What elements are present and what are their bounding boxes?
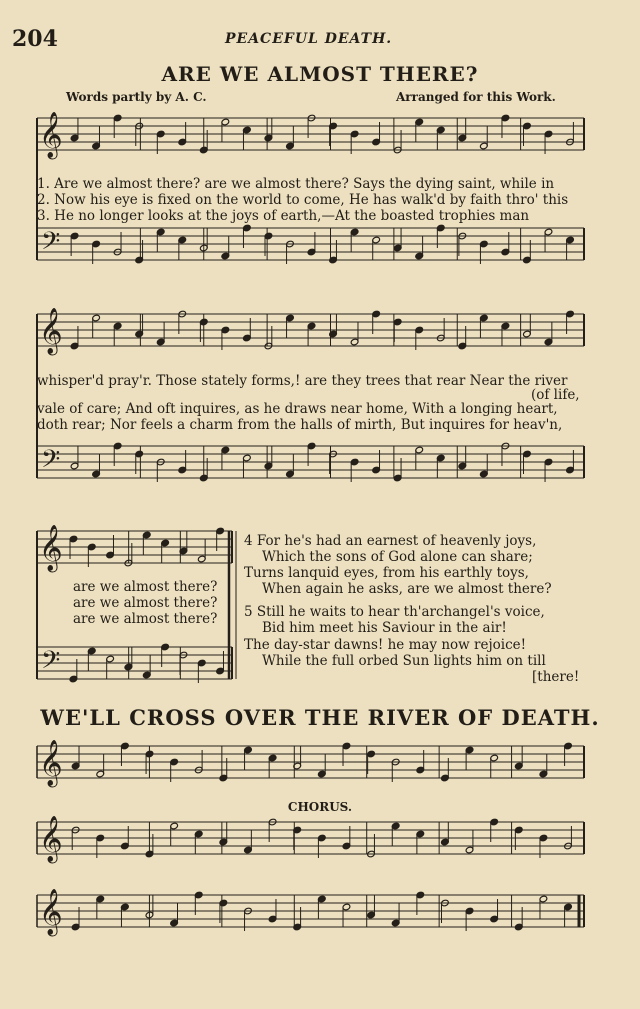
- hymn-title: ARE WE ALMOST THERE?: [161, 62, 479, 86]
- verse-line: Turns lanquid eyes, from his earthly toys,: [244, 565, 529, 581]
- words-credit: Words partly by A. C.: [66, 90, 207, 104]
- verse-line: Bid him meet his Saviour in the air!: [262, 620, 507, 636]
- treble-clef-icon: 𝄞: [39, 889, 63, 935]
- arrangement-credit: Arranged for this Work.: [396, 90, 556, 104]
- lyric-line: 2. Now his eye is fixed on the world to come, He has walk'd by faith thro' this: [37, 192, 569, 208]
- treble-clef-icon: 𝄞: [39, 308, 63, 354]
- treble-clef-icon: 𝄞: [39, 816, 63, 862]
- verse-line: 5 Still he waits to hear th'archangel's voice,: [244, 604, 545, 620]
- bass-clef-icon: 𝄢: [41, 646, 61, 681]
- hymn-title: WE'LL CROSS OVER THE RIVER OF DEATH.: [40, 705, 600, 730]
- page-number: 204: [12, 26, 58, 52]
- verse-line: The day-star dawns! he may now rejoice!: [244, 637, 527, 653]
- verse-line: 4 For he's had an earnest of heavenly joys,: [244, 533, 537, 549]
- lyric-line: are we almost there?: [73, 579, 218, 595]
- verse-line: When again he asks, are we almost there?: [262, 581, 552, 597]
- bass-clef-icon: 𝄢: [41, 445, 61, 480]
- lyric-line: doth rear; Nor feels a charm from the halls of mirth, But inquires for heav'n,: [37, 417, 563, 433]
- treble-clef-icon: 𝄞: [39, 525, 63, 571]
- treble-clef-icon: 𝄞: [39, 112, 63, 158]
- bass-clef-icon: 𝄢: [41, 227, 61, 262]
- lyric-line: 1. Are we almost there? are we almost there? Says the dying saint, while in: [37, 176, 555, 192]
- running-head: PEACEFUL DEATH.: [225, 31, 393, 47]
- verse-line: [there!: [532, 669, 580, 685]
- lyric-line: are we almost there?: [73, 611, 218, 627]
- verse-line: While the full orbed Sun lights him on till: [262, 653, 546, 669]
- chorus-label: CHORUS.: [287, 800, 353, 814]
- treble-clef-icon: 𝄞: [39, 740, 63, 786]
- lyric-line: whisper'd pray'r. Those stately forms,! are they trees that rear Near the river: [37, 373, 568, 389]
- lyric-line: 3. He no longer looks at the joys of earth,—At the boasted trophies man: [37, 208, 530, 224]
- lyric-continuation: (of life,: [531, 387, 580, 403]
- lyric-line: are we almost there?: [73, 595, 218, 611]
- lyric-line: vale of care; And oft inquires, as he draws near home, With a longing heart,: [37, 401, 558, 417]
- verse-line: Which the sons of God alone can share;: [262, 549, 533, 565]
